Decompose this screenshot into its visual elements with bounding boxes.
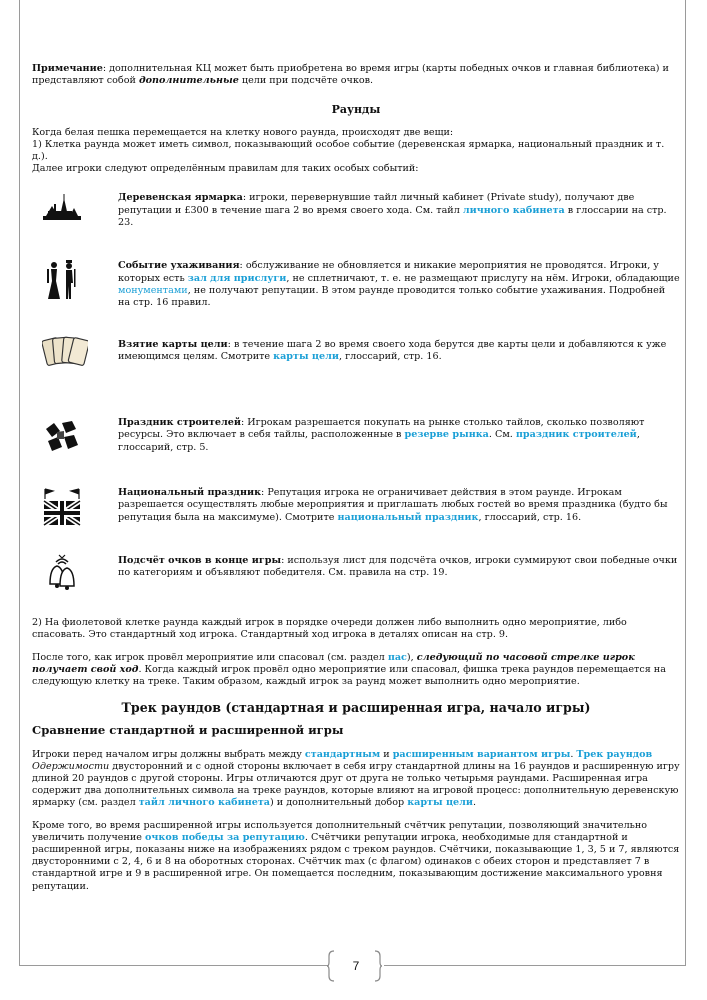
link-builders-holiday[interactable]: праздник строителей [515, 429, 637, 441]
note-emphasis: дополнительные [138, 75, 239, 87]
rounds-para2: 2) На фиолетовой клетке раунда каждый игрок в порядке очереди должен либо выполнить одно мероприятие, либо спасовать. Это стандартный ход игрока. Стандартный ход игрока в деталях описан на стр. 9. [32, 617, 627, 641]
link-national-holiday[interactable]: национальный праздник [337, 511, 479, 523]
page-frame-bottom-right [384, 965, 686, 966]
national-holiday-icon [42, 485, 82, 529]
event-village-fair: Деревенская ярмарка: игроки, перевернувшие тайл личный кабинет (Private study), получают две репутации и £300 в течение шага 2 во время своего хода. См. тайл личного кабинета в глоссарии на стр. 23. [32, 192, 680, 232]
courtship-icon [42, 256, 82, 302]
track-heading: Трек раундов (стандартная и расширенная игра, начало игры) [121, 700, 591, 716]
rounds-intro: Когда белая пешка перемещается на клетку нового раунда, происходят две вещи: 1) Клетка раунда может иметь символ, показывающий особое событие (деревенская ярмарка, национальный праздник и т. д.). Далее игроки следуют определённым правилам для таких особых событий: [32, 126, 665, 175]
event-objective-cards: Взятие карты цели: в течение шага 2 во время своего хода берутся две карты цели и добавляются к уже имеющимся целям. Смотрите карты цели, глоссарий, стр. 16. [32, 339, 680, 379]
comparison-subheading: Сравнение стандартной и расширенной игры [32, 723, 344, 738]
note-paragraph: Примечание: дополнительная КЦ может быть приобретена во время игры (карты победных очков и главная библиотека) и представляют собой дополнительные цели при подсчёте очков. [32, 63, 669, 87]
track-paragraph-2: Кроме того, во время расширенной игры используется дополнительный счётчик репутации, позволяющий значительно увеличить получение очков победы за репутацию. Счётчики репутации игрока, необходимые для стандартной и расширенной игры, показаны ниже на изображениях рядом с треком раундов. Счётчики, показывающие 1, 3, 5 и 7, являются двусторонними с 2, 4, 6 и 8 на оборотных сторонах. Счётчик max (с флагом) одинаков с обеих сторон и представляет 7 в стандартной игре и 9 в расширенной игре. Он помещается последним, показывающим достижение максимального уровня репутации. [32, 819, 680, 892]
link-extended-variant[interactable]: расширенным вариантом игры [392, 748, 571, 760]
link-servants-hall[interactable]: зал для прислуги [187, 272, 287, 284]
link-private-study[interactable]: личного кабинета [462, 204, 565, 216]
event-national-holiday: Национальный праздник: Репутация игрока не ограничивает действия в этом раунде. Игрокам разрешается осуществлять любые мероприятия и приглашать любых гостей во время праздника (будто бы репутация была на максимуме). Смотрите национальный праздник, глоссарий, стр. 16. [32, 487, 680, 529]
builders-holiday-icon [42, 417, 82, 457]
page-frame-right [685, 0, 686, 965]
event-builders-holiday: Праздник строителей: Игрокам разрешается покупать на рынке столько тайлов, сколько позволяют ресурсы. Это включает в себя тайлы, расположенные в резерве рынка. См. праздник строителей, глоссарий, стр. 5. [32, 417, 680, 457]
end-scoring-bells-icon [42, 551, 82, 597]
objective-cards-icon [42, 331, 88, 379]
event-courtship: Событие ухаживания: обслуживание не обновляется и никакие мероприятия не проводятся. Игроки, у которых есть зал для прислуги, не сплетничают, т. е. не размещают прислугу на нём. Игроки, обладающие монументами, не получают репутации. В этом раунде проводится только событие ухаживания. Подробней на стр. 16 правил. [32, 260, 680, 309]
link-standard[interactable]: стандартным [304, 748, 381, 760]
link-round-track[interactable]: Трек раундов [576, 748, 653, 760]
link-monuments[interactable]: монументами [118, 284, 188, 296]
right-brace-icon [374, 950, 382, 982]
page-content [32, 63, 680, 893]
link-market-reserve[interactable]: резерве рынка [404, 429, 489, 441]
note-label: Примечание [32, 63, 103, 74]
link-reputation-vp[interactable]: очков победы за репутацию [144, 831, 305, 843]
rounds-para3: После того, как игрок провёл мероприятие или спасовал (см. раздел пас), следующий по часовой стрелке игрок получает свой ход. Когда каждый игрок провёл одно мероприятие или спасовал, фишка трека раундов перемещается на следующую клетку на треке. Таким образом, каждый игрок за раунд может выполнить одно мероприятие. [32, 651, 666, 688]
page-frame-bottom-left [19, 965, 328, 966]
track-paragraph-1: Игроки перед началом игры должны выбрать между стандартным и расширенным вариантом игры. Трек раундов Одержимости двусторонний и с одной стороны включает в себя игру стандартной длины на 16 раундов и расширенную игру длиной 20 раундов с другой стороны. Игры отличаются друг от друга не только четырьмя раундами. Расширенная игра содержит два дополнительных символа на треке раундов, которые влияют на игровой процесс: дополнительную деревенскую ярмарку (см. раздел тайл личного кабинета) и дополнительный добор карты цели. [32, 748, 680, 809]
link-private-study-tile[interactable]: тайл личного кабинета [138, 797, 270, 809]
link-objective-cards[interactable]: карты цели [273, 351, 339, 363]
page-frame-left [19, 0, 20, 965]
link-pass[interactable]: пас [387, 651, 407, 663]
village-fair-icon [42, 192, 82, 232]
page-number: 7 [352, 959, 360, 973]
rounds-heading: Раунды [331, 103, 381, 117]
link-objective-card[interactable]: карты цели [407, 797, 474, 809]
event-end-scoring: Подсчёт очков в конце игры: используя лист для подсчёта очков, игроки суммируют свои победные очки по категориям и объявляют победителя. См. правила на стр. 19. [32, 555, 680, 597]
